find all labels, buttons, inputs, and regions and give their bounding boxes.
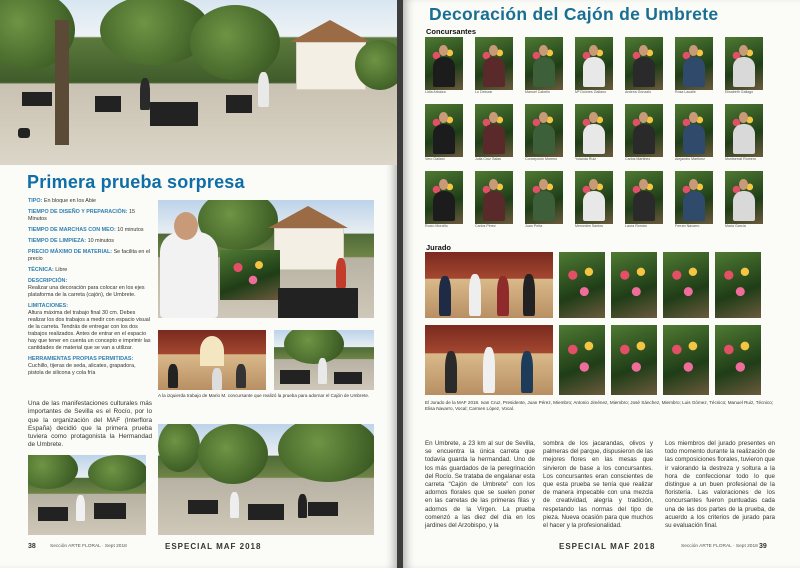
contestant-name: Alejandro Martinez xyxy=(675,157,705,161)
limitations-label: LIMITACIONES: xyxy=(28,303,69,309)
contestant-name: Yolanda Ruiz xyxy=(575,157,597,161)
intro-paragraph: Una de las manifestaciones culturales más importantes de Sevilla es el Rocío, por lo que la organización del MAF (Interflora España) decidió que la primera prueba tuviera como protagonista la Hermandad de Umbrete. xyxy=(28,400,152,449)
photo-caption: A la izquierda trabajo de Mario M. concursante que realizó la prueba para adornar el Cajón de Umbrete. xyxy=(158,393,370,398)
contestant-name: Vero Galiani xyxy=(425,157,445,161)
jury-caption: El Jurado de la MAF 2018. Ivan Cruz, Presidente, Juan Pérez, Miembro; Antonio Jiménez, Miembro; José Sánchez, Miembro; Luis Gómez, Técnico; Manuel Ruiz, Técnico; Elisa Navarro, Vocal; Carmen López, Vocal. xyxy=(425,400,774,411)
contestant-card xyxy=(625,171,663,228)
specs-block xyxy=(28,198,152,377)
contestant-photo xyxy=(475,37,513,90)
spec-label: TIEMPO DE MARCHAS CON MEO: xyxy=(28,227,116,233)
spec-value: En bloque en los Abie xyxy=(43,198,97,204)
contestant-name: Montserrat Romero xyxy=(725,157,756,161)
spec-label: PRECIO MÁXIMO DE MATERIAL: xyxy=(28,249,113,255)
spec-value: Libre xyxy=(55,267,68,273)
contestant-working-photo xyxy=(158,200,374,318)
contestant-name: Rosa Lacalle xyxy=(675,90,696,94)
spec-row xyxy=(28,227,152,234)
contestant-name: Mercedes Santos xyxy=(575,224,603,228)
jury-photo xyxy=(425,325,553,395)
contestant-photo xyxy=(525,104,563,157)
description-label: DESCRIPCIÓN: xyxy=(28,278,68,284)
contestant-card xyxy=(425,104,463,161)
contestant-name: Manuel Cabello xyxy=(525,90,550,94)
contestant-name: Laura Román xyxy=(625,224,647,228)
palm-square-photo xyxy=(158,424,374,535)
jury-photo xyxy=(611,252,657,318)
contestant-card xyxy=(675,104,713,161)
contestant-photo xyxy=(675,37,713,90)
page-number: 39 xyxy=(759,543,767,550)
contestant-photo xyxy=(725,37,763,90)
contestant-name: Andrea Gonzalo xyxy=(625,90,651,94)
tools-text: Cuchillo, tijeras de seda, alicates, grapadora, pistola de silicona y cola fría xyxy=(28,363,136,376)
contestant-name: Julia Cruz Salas xyxy=(475,157,501,161)
contestant-card xyxy=(725,104,763,161)
left-page xyxy=(0,0,397,568)
contestant-name: Maria García xyxy=(725,224,746,228)
contestants-heading: Concursantes xyxy=(426,27,477,36)
contestant-photo xyxy=(675,171,713,224)
contestant-photo xyxy=(625,104,663,157)
spec-value: Se facilita en el precio xyxy=(28,249,151,262)
contestant-photo xyxy=(625,37,663,90)
spec-row xyxy=(28,249,152,263)
jury-photo xyxy=(559,252,605,318)
contestant-photo xyxy=(675,104,713,157)
contestant-name: Lu Delozar xyxy=(475,90,493,94)
contestant-name: Carlos Martinez xyxy=(625,157,651,161)
contestant-card xyxy=(475,37,513,94)
page-number: 38 xyxy=(28,543,36,550)
contestant-card xyxy=(625,104,663,161)
page-title: Primera prueba sorpresa xyxy=(27,172,245,192)
section-footer: ESPECIAL MAF 2018 xyxy=(165,542,262,551)
hero-plaza-photo xyxy=(0,0,397,165)
spec-value: 10 minutos xyxy=(117,227,144,233)
contestant-name: Mª Dolores Galiano xyxy=(575,90,607,94)
spec-label: TÉCNICA: xyxy=(28,267,54,273)
contestant-card xyxy=(575,37,613,94)
spec-row xyxy=(28,238,152,245)
contestant-card xyxy=(425,37,463,94)
spec-row xyxy=(28,209,152,223)
contestant-photo xyxy=(525,171,563,224)
jury-photo xyxy=(663,252,709,318)
contestant-card xyxy=(475,104,513,161)
contestant-name: Rocío Morcillo xyxy=(425,224,448,228)
spec-value: 15 Minutos xyxy=(28,209,135,222)
contestant-card xyxy=(675,171,713,228)
contestant-photo xyxy=(575,171,613,224)
contestant-name: Concepción Moreno xyxy=(525,157,558,161)
article-column-2: sombra de los jacarandas, olivos y palmeras del parque, dispusieron de las mejores flores en las mesas que sirvieron de base a los concursantes. Los concursantes eran conscientes de que esta prueba se tenía que realizar de manera impecable con una mezcla de creatividad, alegría y tradición, respetando las normas del tipo de pieza. Nueva ocasión para que muchos el hacer y la profesionalidad. xyxy=(543,440,653,530)
jury-heading: Jurado xyxy=(426,243,452,252)
contestant-photo xyxy=(475,104,513,157)
contestant-photo xyxy=(425,171,463,224)
contestant-photo xyxy=(425,37,463,90)
page-title: Decoración del Cajón de Umbrete xyxy=(429,4,719,24)
contestant-photo xyxy=(425,104,463,157)
contestant-card xyxy=(525,37,563,94)
contestant-card xyxy=(525,171,563,228)
jury-photo xyxy=(425,252,553,318)
jury-photo xyxy=(715,325,761,395)
jury-photo xyxy=(663,325,709,395)
plaza-work-photo xyxy=(274,330,374,390)
jury-photo xyxy=(559,325,605,395)
spec-row xyxy=(28,198,152,205)
spec-label: TIPO: xyxy=(28,198,43,204)
right-page xyxy=(403,0,800,568)
limitations-text: Altura máxima del trabajo final 30 cm. Debes realizar los dos trabajos a medir con espacio visual de la carreta. Tendrás de entregar con los dos trabajos realizados. Antes de entrar en el espacio hay que tener en cuenta un concepto e imprimir las cantidades de material que se van a utilizar. xyxy=(28,310,151,351)
spec-label: TIEMPO DE DISEÑO Y PREPARACIÓN: xyxy=(28,209,128,215)
contestant-card xyxy=(425,171,463,228)
contestant-card xyxy=(475,171,513,228)
description-text: Realizar una decoración para colocar en los ejes plataforma de la carreta (cajón), de Umbrete. xyxy=(28,285,145,298)
section-footer: ESPECIAL MAF 2018 xyxy=(559,542,656,551)
contestant-name: Juan Peña xyxy=(525,224,543,228)
tables-photo xyxy=(28,455,146,535)
spec-label: TIEMPO DE LIMPIEZA: xyxy=(28,238,87,244)
jury-photo xyxy=(611,325,657,395)
contestant-grid xyxy=(425,37,775,237)
folio-text: Sección ARTE FLORAL · Sept 2018 xyxy=(50,544,127,549)
spec-row xyxy=(28,267,152,274)
contestant-photo xyxy=(725,171,763,224)
article-column-3: Los miembros del jurado presentes en todo momento durante la realización de las composiciones florales, tuvieron que ir valorando la destreza y soltura a la hora de confeccionar todo lo que distingue a un buen profesional de la floristería. Las valoraciones de los concursantes fueron puntuadas cada una de las dos partes de la prueba, de acuerdo a los criterios de jurado para su evaluación final. xyxy=(665,440,775,530)
spec-value: 10 minutos xyxy=(87,238,114,244)
contestant-photo xyxy=(525,37,563,90)
contestant-name: Elisabeth Galiago xyxy=(725,90,754,94)
contestant-card xyxy=(725,171,763,228)
contestant-card xyxy=(575,171,613,228)
article-column-1: En Umbrete, a 23 km al sur de Sevilla, se encuentra la única carreta que todavía guarda la hermandad. Uno de los más guardados de la peregrinación del Rocío. Se trataba de engalanar esta carreta “Cajón de Umbrete” con los adornos florales que se suelen poner en las carretas de las primeras filas y adornos de la Virgen. La prueba comenzó a las diez del día en los jardines del Arzobispo, y la xyxy=(425,440,535,530)
jury-photo xyxy=(715,252,761,318)
contestant-photo xyxy=(575,37,613,90)
contestant-photo xyxy=(575,104,613,157)
contestant-card xyxy=(625,37,663,94)
contestant-card xyxy=(525,104,563,161)
contestant-photo xyxy=(725,104,763,157)
contestant-name: Lidia Arbaiza xyxy=(425,90,446,94)
tools-label: HERRAMIENTAS PROPIAS PERMITIDAS: xyxy=(28,356,134,362)
chapel-interior-photo xyxy=(158,330,266,390)
contestant-card xyxy=(675,37,713,94)
contestant-name: Ferran Navarro xyxy=(675,224,700,228)
contestant-card xyxy=(725,37,763,94)
contestant-photo xyxy=(475,171,513,224)
contestant-name: Carlos Pérez xyxy=(475,224,496,228)
contestant-photo xyxy=(625,171,663,224)
folio-text: Sección ARTE FLORAL · Sept 2018 xyxy=(681,544,758,549)
contestant-card xyxy=(575,104,613,161)
